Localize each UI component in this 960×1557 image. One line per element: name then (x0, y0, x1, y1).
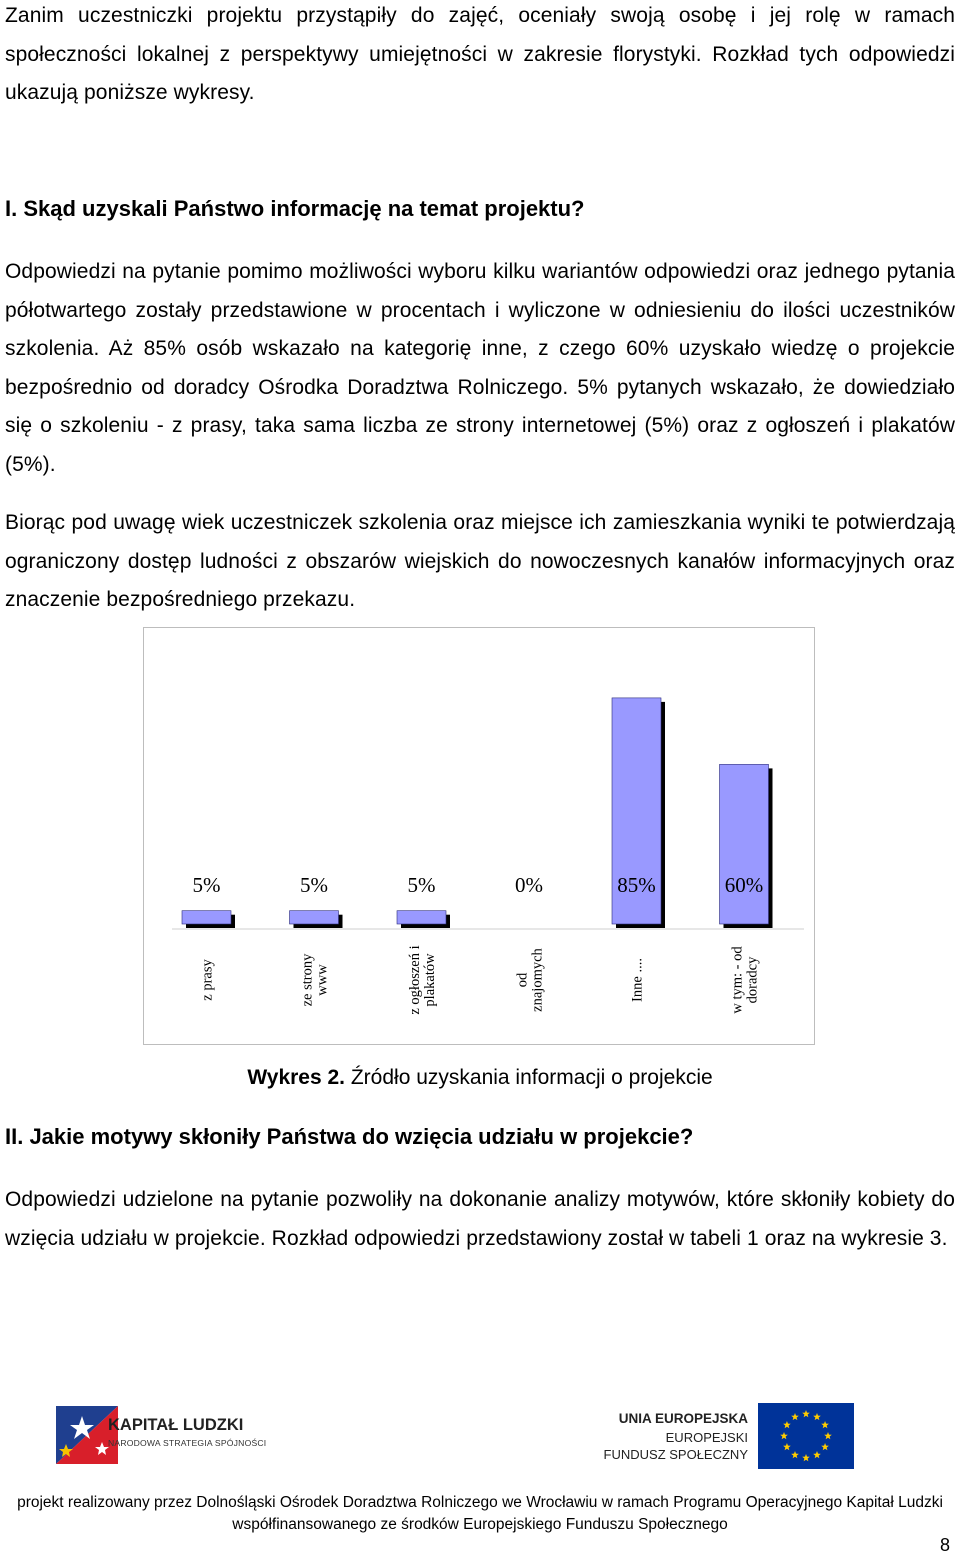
footer-line-1: projekt realizowany przez Dolnośląski Ośrodek Doradztwa Rolniczego we Wrocławiu w ramach Programu Operacyjnego Kapitał Ludzki (17, 1494, 943, 1511)
section-1-paragraph-2: Biorąc pod uwagę wiek uczestniczek szkolenia oraz miejsce ich zamieszkania wyniki te potwierdzają ograniczony dostęp ludności z obszarów wiejskich do nowoczesnych kanałów informacyjnych oraz znaczenie bezpośredniego przekazu. (5, 511, 955, 611)
tick-label (630, 958, 646, 1002)
section-1-paragraph-1: Odpowiedzi na pytanie pomimo możliwości wyboru kilku wariantów odpowiedzi oraz jednego pytania półotwartego zostały przedstawione w procentach i wyliczone w odniesieniu do ilości uczestników szkolenia. Aż 85% osób wskazało na kategorię inne, z czego 60% uzyskało wiedzę o projekcie bezpośrednio od doradcy Ośrodka Doradztwa Rolniczego. 5% pytanych wskazało, że dowiedziało się o szkoleniu - z prasy, taka sama liczba ze strony internetowej (5%) oraz z ogłoszeń i plakatów (5%). (5, 260, 955, 476)
tick-label-line: plakatów (422, 953, 438, 1007)
tick-label-line: w tym: - od (729, 946, 746, 1014)
eu-logo-line-3: FUNDUSZ SPOŁECZNY (603, 1447, 748, 1462)
section-1-heading: I. Skąd uzyskali Państwo informację na temat projektu? (5, 196, 585, 221)
tick-label-line: doradcy (744, 956, 761, 1004)
tick-label-line: ze strony (299, 953, 316, 1007)
kapital-ludzki-subtitle: NARODOWA STRATEGIA SPÓJNOŚCI (108, 1438, 267, 1448)
section-2-heading: II. Jakie motywy skłoniły Państwa do wzięcia udziału w projekcie? (5, 1124, 694, 1149)
bar-chart (144, 628, 814, 1044)
tick-label (200, 959, 216, 1001)
value-label: 85% (617, 873, 656, 897)
bar (720, 764, 769, 924)
page-number: 8 (939, 1535, 950, 1555)
value-label: 0% (515, 873, 543, 897)
tick-label-line: z prasy (199, 959, 216, 1001)
kapital-ludzki-title: KAPITAŁ LUDZKI (108, 1416, 244, 1434)
footer-line-2: współfinansowanego ze środków Europejskiego Funduszu Społecznego (232, 1516, 728, 1533)
kapital-ludzki-logo (52, 1398, 272, 1468)
tick-label-line: od (514, 972, 531, 988)
tick-label (730, 946, 761, 1014)
tick-label (407, 945, 438, 1014)
value-label: 5% (407, 873, 436, 897)
intro-paragraph: Zanim uczestniczki projektu przystąpiły do zajęć, oceniały swoją osobę i jej rolę w ramach społeczności lokalnej z perspektywy umiejętności w zakresie florystyki. Rozkład tych odpowiedzi ukazują poniższe wykresy. (5, 4, 955, 104)
value-label: 5% (300, 873, 328, 897)
value-label: 5% (192, 873, 221, 897)
tick-label-line: znajomych (529, 948, 546, 1012)
eu-logo-line-1: UNIA EUROPEJSKA (618, 1411, 748, 1426)
caption-label: Wykres 2. (247, 1066, 346, 1089)
section-2-paragraph: Odpowiedzi udzielone na pytanie pozwoliły na dokonanie analizy motywów, które skłoniły kobiety do wzięcia udziału w projekcie. Rozkład odpowiedzi przedstawiony został w tabeli 1 oraz na wykresie 3. (5, 1188, 955, 1250)
tick-label-line: www (314, 964, 331, 996)
tick-label-line: z ogłoszeń i (407, 945, 423, 1015)
value-label: 60% (724, 873, 764, 897)
tick-label-line: Inne .... (629, 958, 646, 1002)
eu-logo-line-2: EUROPEJSKI (665, 1430, 748, 1445)
tick-label (515, 947, 546, 1011)
tick-label (300, 953, 331, 1006)
caption-text: Źródło uzyskania informacji o projekcie (345, 1066, 713, 1089)
bar-chart-frame (143, 627, 815, 1045)
bar (182, 911, 231, 924)
chart-caption (0, 1066, 960, 1090)
bar (290, 911, 339, 924)
eu-efs-logo (603, 1403, 858, 1471)
eu-flag-icon (758, 1403, 854, 1469)
bar (397, 911, 446, 924)
